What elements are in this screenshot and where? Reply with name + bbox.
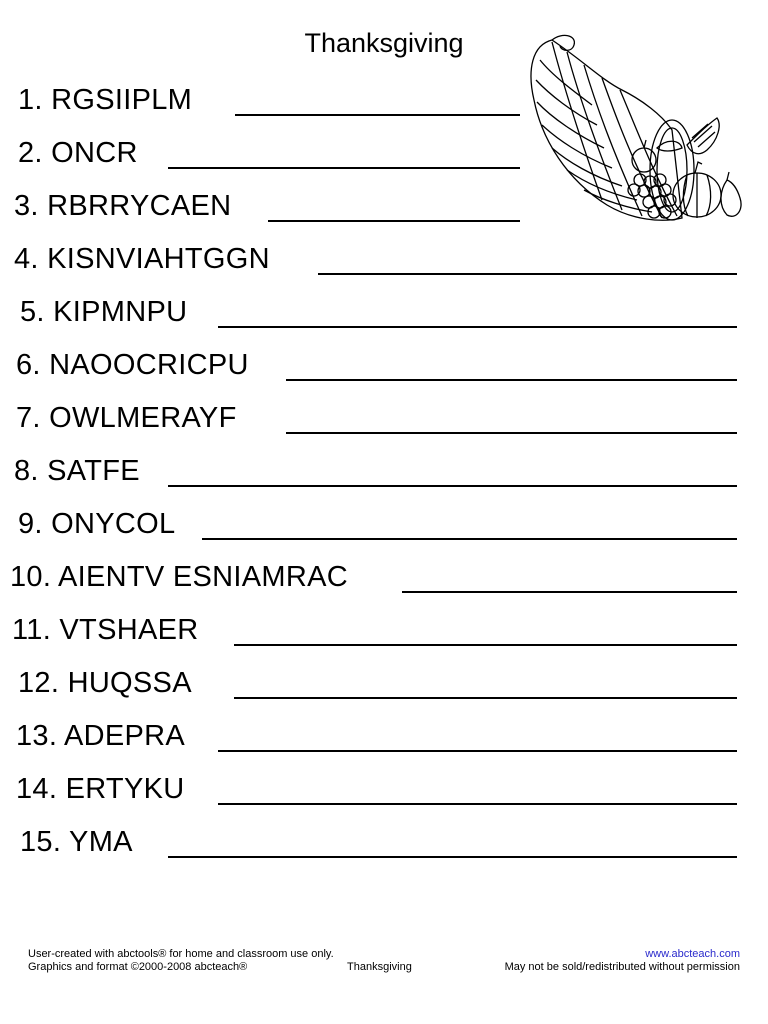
footer-permission: May not be sold/redistributed without permission — [504, 961, 740, 973]
list-item — [0, 455, 768, 495]
scrambled-word: 5. KIPMNPU — [20, 296, 188, 328]
scrambled-word: 3. RBRRYCAEN — [14, 190, 232, 222]
list-item — [0, 84, 768, 124]
list-item — [0, 190, 768, 230]
scrambled-word: 10. AIENTV ESNIAMRAC — [10, 561, 348, 593]
list-item — [0, 508, 768, 548]
answer-blank[interactable] — [218, 803, 737, 805]
scrambled-word: 13. ADEPRA — [16, 720, 186, 752]
scrambled-word: 15. YMA — [20, 826, 133, 858]
scrambled-word: 7. OWLMERAYF — [16, 402, 237, 434]
answer-blank[interactable] — [202, 538, 737, 540]
answer-blank[interactable] — [235, 114, 520, 116]
footer-link[interactable]: www.abcteach.com — [645, 948, 740, 960]
scrambled-word: 1. RGSIIPLM — [18, 84, 193, 116]
answer-blank[interactable] — [168, 485, 737, 487]
page-title: Thanksgiving — [304, 28, 464, 58]
scrambled-word: 11. VTSHAER — [12, 614, 199, 646]
list-item — [0, 720, 768, 760]
answer-blank[interactable] — [402, 591, 737, 593]
answer-blank[interactable] — [168, 856, 737, 858]
scrambled-word: 8. SATFE — [14, 455, 140, 487]
answer-blank[interactable] — [234, 697, 737, 699]
answer-blank[interactable] — [286, 379, 737, 381]
list-item — [0, 349, 768, 389]
scrambled-word: 9. ONYCOL — [18, 508, 176, 540]
answer-blank[interactable] — [318, 273, 737, 275]
footer-copyright: Graphics and format ©2000-2008 abcteach® — [28, 961, 248, 973]
scrambled-word: 6. NAOOCRICPU — [16, 349, 249, 381]
answer-blank[interactable] — [268, 220, 520, 222]
list-item — [0, 296, 768, 336]
answer-blank[interactable] — [168, 167, 520, 169]
scrambled-word: 12. HUQSSA — [18, 667, 192, 699]
list-item — [0, 667, 768, 707]
list-item — [0, 402, 768, 442]
footer-title: Thanksgiving — [347, 961, 412, 973]
answer-blank[interactable] — [218, 326, 737, 328]
list-item — [0, 826, 768, 866]
list-item — [0, 773, 768, 813]
list-item — [0, 243, 768, 283]
list-item — [0, 561, 768, 601]
footer-usage-note: User-created with abctools® for home and classroom use only. — [28, 948, 334, 960]
answer-blank[interactable] — [286, 432, 737, 434]
list-item — [0, 614, 768, 654]
list-item — [0, 137, 768, 177]
scrambled-word: 14. ERTYKU — [16, 773, 185, 805]
scrambled-word: 4. KISNVIAHTGGN — [14, 243, 270, 275]
answer-blank[interactable] — [218, 750, 737, 752]
scrambled-word: 2. ONCR — [18, 137, 138, 169]
answer-blank[interactable] — [234, 644, 737, 646]
